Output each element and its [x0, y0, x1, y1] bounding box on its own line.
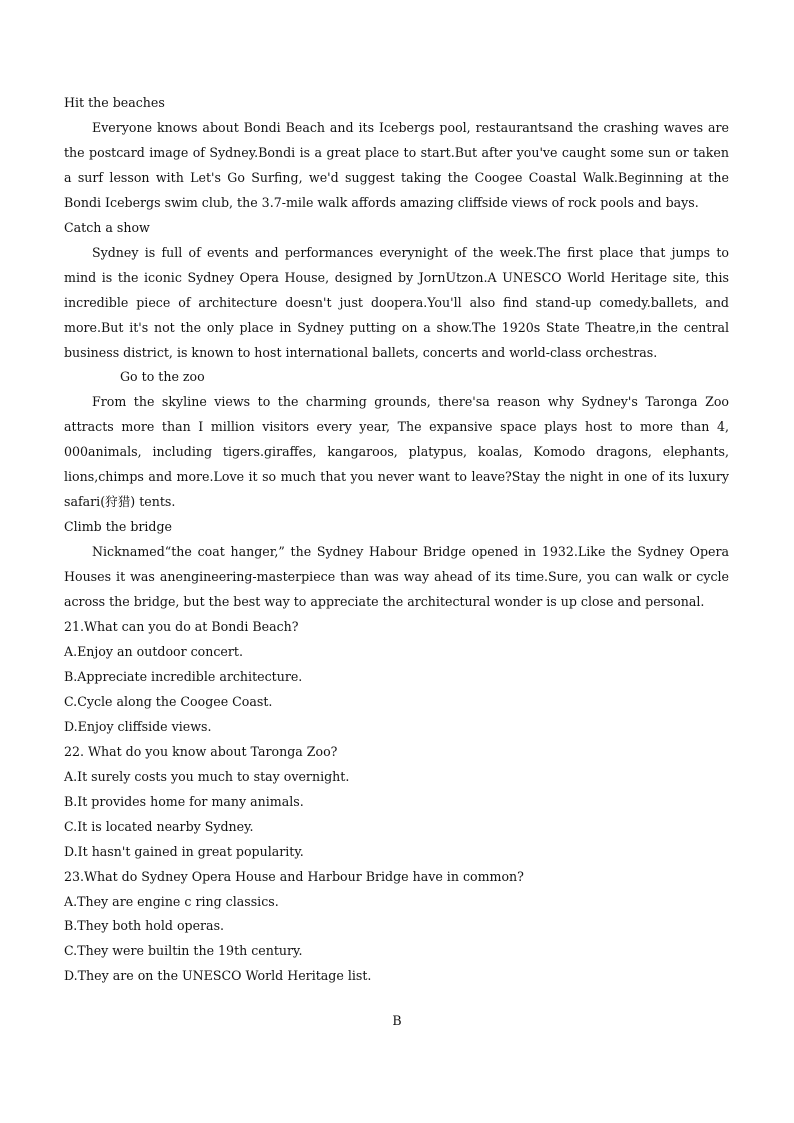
section-heading: Go to the zoo	[120, 369, 205, 385]
answer-option: D.Enjoy cliffside views.	[64, 718, 212, 734]
document-page	[64, 91, 729, 989]
answer-option: D.They are on the UNESCO World Heritage list.	[64, 968, 372, 984]
answer-option: C.They were builtin the 19th century.	[64, 943, 303, 959]
section-show	[64, 216, 729, 366]
answer-option: C.Cycle along the Coogee Coast.	[64, 693, 273, 709]
section-paragraph: Everyone knows about Bondi Beach and its Icebergs pool, restaurantsand the crashing waves are the postcard image of Sydney.Bondi is a great place to start.But after you've caught some sun or taken a surf lesson with Let's Go Surfing, we'd suggest taking the Coogee Coastal Walk.Beginning at the Bondi Icebergs swim club, the 3.7-mile walk affords amazing cliffside views of rock pools and bays.	[64, 119, 729, 210]
answer-option: A.It surely costs you much to stay overnight.	[64, 768, 350, 784]
section-beaches	[64, 91, 729, 216]
section-paragraph: Nicknamed“the coat hanger,” the Sydney Habour Bridge opened in 1932.Like the Sydney Opera Houses it was anengineering-masterpiece than was way ahead of its time.Sure, you can walk or cycle across the bridge, but the best way to appreciate the architectural wonder is up close and personal.	[64, 544, 729, 610]
answer-option: D.It hasn't gained in great popularity.	[64, 843, 304, 859]
question-21	[64, 615, 729, 740]
question-stem: 22. What do you know about Taronga Zoo?	[64, 743, 338, 759]
section-heading: Hit the beaches	[64, 95, 165, 110]
question-stem: 21.What can you do at Bondi Beach?	[64, 619, 299, 635]
answer-option: B.Appreciate incredible architecture.	[64, 668, 303, 684]
answer-option: A.Enjoy an outdoor concert.	[64, 643, 243, 659]
section-heading: Climb the bridge	[64, 519, 173, 535]
section-heading: Catch a show	[64, 219, 150, 235]
section-paragraph: From the skyline views to the charming grounds, there'sa reason why Sydney's Taronga Zoo attracts more than I million visitors every year, The expansive space plays host to more than 4, 000animals, including tigers.giraffes, kangaroos, platypus, koalas, Komodo dragons, elephants, lions,chimps and more.Love it so much that you never want to leave?Stay the night in one of its luxury safari(狩猎) tents.	[64, 394, 729, 510]
answer-option: A.They are engine c ring classics.	[64, 893, 279, 909]
question-stem: 23.What do Sydney Opera House and Harbour Bridge have in common?	[64, 868, 524, 884]
section-bridge	[64, 515, 729, 615]
answer-option: C.It is located nearby Sydney.	[64, 818, 254, 834]
page-footer-label: B	[392, 1013, 402, 1028]
section-zoo	[64, 365, 729, 515]
answer-option: B.They both hold operas.	[64, 918, 225, 934]
answer-option: B.It provides home for many animals.	[64, 793, 304, 809]
question-22	[64, 740, 729, 865]
section-paragraph: Sydney is full of events and performances everynight of the week.The first place that jumps to mind is the iconic Sydney Opera House, designed by JornUtzon.A UNESCO World Heritage site, this incredible piece of architecture doesn't just doopera.You'll also find stand-up comedy.ballets, and more.But it's not the only place in Sydney putting on a show.The 1920s State Theatre,in the central business district, is known to host international ballets, concerts and world-class orchestras.	[64, 244, 729, 360]
question-23	[64, 865, 729, 990]
